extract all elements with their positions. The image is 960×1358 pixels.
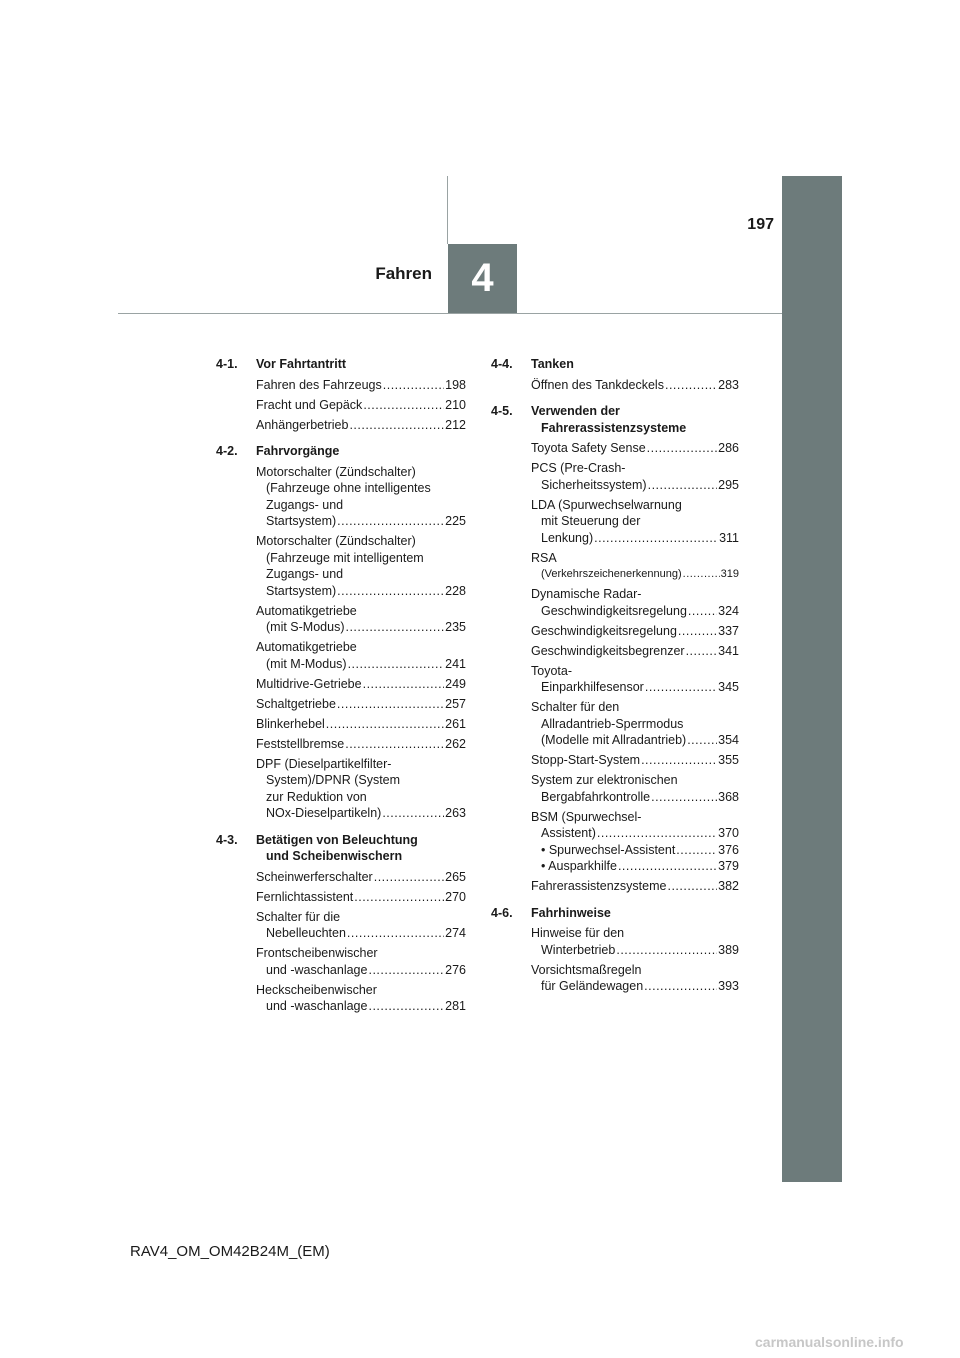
toc-entry <box>531 586 739 619</box>
toc-entry-line <box>531 623 739 640</box>
section-title <box>531 905 739 922</box>
toc-page-number: 241 <box>445 656 466 671</box>
toc-entry <box>256 464 466 530</box>
toc-entry <box>531 878 739 895</box>
toc-entry-text: Winterbetrieb <box>541 942 616 957</box>
toc-leader-dots <box>345 736 444 753</box>
toc-entry <box>256 909 466 942</box>
toc-entry-text: Geschwindigkeitsregelung <box>541 603 687 618</box>
toc-page-number: 319 <box>720 568 739 580</box>
watermark: carmanualsonline.info <box>755 1334 904 1350</box>
toc-leader-dots <box>594 530 718 547</box>
toc-entry-line <box>256 397 466 414</box>
document-code: RAV4_OM_OM42B24M_(EM) <box>130 1243 330 1260</box>
toc-entry <box>256 603 466 636</box>
toc-leader-dots <box>618 858 717 875</box>
section-number: 4-2. <box>216 444 238 458</box>
toc-leader-dots <box>347 925 444 942</box>
toc-page-number: 379 <box>718 859 739 873</box>
toc-leader-dots <box>651 789 717 806</box>
toc-entry-text: Geschwindigkeitsregelung <box>531 623 677 638</box>
section-title-line: Betätigen von Beleuchtung <box>256 832 418 847</box>
toc-page-number: 261 <box>445 716 466 731</box>
toc-entry-text: Einparkhilfesensor <box>541 680 644 694</box>
toc-entry-line <box>531 566 739 583</box>
toc-entry-text: (Modelle mit Allradantrieb) <box>541 733 687 747</box>
toc-leader-dots <box>648 477 718 494</box>
toc-entry-line <box>256 656 466 673</box>
header-horizontal-rule <box>118 313 782 314</box>
toc-entry-text: Geschwindigkeitsbegrenzer <box>531 643 685 658</box>
toc-entry-text: Zugangs- und <box>266 497 344 512</box>
toc-page-number: 198 <box>445 377 466 392</box>
toc-leader-dots <box>383 377 444 394</box>
section-number: 4-3. <box>216 832 238 847</box>
toc-entry <box>531 550 739 583</box>
toc-entry-text: Dynamische Radar- <box>531 587 642 601</box>
toc-leader-dots <box>337 696 444 713</box>
toc-leader-dots <box>683 566 720 583</box>
section-title-line: Fahrhinweise <box>531 905 611 920</box>
toc-page-number: 225 <box>445 514 466 528</box>
toc-page-number: 286 <box>718 441 739 455</box>
toc-section-heading <box>216 443 466 460</box>
toc-leader-dots <box>647 440 717 457</box>
toc-entry-text: Fracht und Gepäck <box>256 397 363 412</box>
toc-page-number: 212 <box>445 417 466 432</box>
toc-entry <box>531 623 739 640</box>
toc-entry-text: Schaltgetriebe <box>256 696 336 711</box>
toc-entry-line <box>256 716 466 733</box>
toc-entry-text: Schalter für die <box>256 909 341 924</box>
toc-entry-text: Stopp-Start-System <box>531 753 641 767</box>
toc-entry-text: NOx-Dieselpartikeln) <box>266 806 382 820</box>
toc-entry <box>256 676 466 693</box>
toc-entry <box>531 809 739 875</box>
toc-leader-dots <box>345 619 444 636</box>
toc-entry <box>531 377 739 394</box>
toc-page-number: 393 <box>718 979 739 993</box>
section-title <box>256 356 466 373</box>
toc-leader-dots <box>616 942 717 959</box>
toc-entry-line <box>256 619 466 636</box>
section-title-line: Tanken <box>531 357 574 371</box>
toc-entry <box>531 962 739 995</box>
toc-entry-text: • Spurwechsel-Assistent <box>541 842 676 857</box>
toc-page-number: 283 <box>718 377 739 392</box>
toc-page-number: 228 <box>445 583 466 598</box>
toc-entry-text: Toyota Safety Sense <box>531 441 646 455</box>
toc-page-number: 281 <box>445 999 466 1013</box>
section-title <box>531 356 739 373</box>
toc-entry-text: Nebelleuchten <box>266 926 346 940</box>
toc-section-heading <box>491 356 739 373</box>
toc-leader-dots <box>382 805 444 822</box>
toc-section <box>491 356 739 393</box>
toc-entry <box>256 945 466 978</box>
toc-page-number: 337 <box>718 623 739 638</box>
toc-leader-dots <box>644 978 717 995</box>
toc-entry-text: BSM (Spurwechsel- <box>531 809 642 824</box>
toc-entry-line <box>531 732 739 749</box>
toc-leader-dots <box>363 397 444 414</box>
toc-entry <box>256 756 466 822</box>
toc-leader-dots <box>374 869 444 886</box>
toc-leader-dots <box>678 623 717 640</box>
toc-page-number: 265 <box>445 869 466 884</box>
toc-page-number: 249 <box>445 676 466 691</box>
toc-page-number: 370 <box>718 826 739 840</box>
toc-entry-line <box>256 998 466 1015</box>
toc-section <box>491 905 739 995</box>
toc-page-number: 276 <box>445 962 466 977</box>
toc-entry-text: RSA <box>531 550 557 565</box>
toc-leader-dots <box>665 377 717 394</box>
toc-entry-text: mit Steuerung der <box>541 514 641 528</box>
toc-entry-text: und -waschanlage <box>266 999 368 1013</box>
toc-leader-dots <box>349 417 444 434</box>
toc-entry-line <box>531 752 739 769</box>
toc-entry-line <box>531 679 739 696</box>
section-title <box>531 403 739 436</box>
toc-entry-line <box>256 696 466 713</box>
section-number: 4-4. <box>491 357 513 371</box>
toc-entry-line <box>256 889 466 906</box>
toc-entry-line <box>531 377 739 394</box>
toc-entry <box>531 460 739 493</box>
toc-leader-dots <box>686 643 718 660</box>
toc-leader-dots <box>688 603 717 620</box>
section-title-line: Vor Fahrtantritt <box>256 357 347 371</box>
toc-entry-text: Motorschalter (Zündschalter) <box>256 464 416 479</box>
toc-entry-text: und -waschanlage <box>266 962 368 977</box>
toc-page-number: 210 <box>445 397 466 412</box>
section-title <box>256 832 466 865</box>
toc-entry-line <box>256 676 466 693</box>
toc-entry <box>256 397 466 414</box>
toc-entry-text: Blinkerhebel <box>256 716 325 731</box>
toc-entry <box>256 889 466 906</box>
toc-entry <box>256 377 466 394</box>
toc-leader-dots <box>348 656 445 673</box>
toc-leader-dots <box>667 878 717 895</box>
toc-entry-text: für Geländewagen <box>541 979 644 993</box>
toc-section <box>216 443 466 822</box>
toc-entry-line <box>256 805 466 822</box>
toc-entry <box>531 663 739 696</box>
toc-page-number: 355 <box>718 753 739 767</box>
toc-entry <box>531 699 739 749</box>
toc-right-column <box>491 356 739 1005</box>
toc-entry-line <box>531 942 739 959</box>
toc-page-number: 389 <box>718 942 739 957</box>
toc-entry-text: Scheinwerferschalter <box>256 869 373 884</box>
chapter-title: Fahren <box>375 264 432 283</box>
toc-entry-text: Automatikgetriebe <box>256 603 357 618</box>
toc-entry-line <box>531 858 739 875</box>
section-title-line: Verwenden der <box>531 404 620 418</box>
toc-leader-dots <box>363 676 445 693</box>
toc-entry-line <box>531 440 739 457</box>
toc-left-column <box>216 356 466 1025</box>
toc-entry-text: Zugangs- und <box>266 567 344 581</box>
toc-entry-line <box>531 878 739 895</box>
toc-entry-text: Schalter für den <box>531 700 620 714</box>
header-vertical-rule <box>447 176 448 244</box>
toc-section <box>216 356 466 433</box>
toc-page-number: 341 <box>718 643 739 658</box>
toc-entry-line <box>256 736 466 753</box>
toc-entry-text: Multidrive-Getriebe <box>256 676 362 691</box>
toc-entry <box>531 925 739 958</box>
toc-entry-line <box>531 789 739 806</box>
toc-entry <box>531 752 739 769</box>
toc-page-number: 382 <box>718 879 739 893</box>
chapter-side-tab <box>782 176 842 1182</box>
toc-entry-text: Sicherheitssystem) <box>541 477 647 492</box>
toc-section-heading <box>216 832 466 865</box>
toc-entry <box>256 982 466 1015</box>
toc-entry-text: PCS (Pre-Crash- <box>531 461 626 475</box>
toc-page-number: 376 <box>718 842 739 857</box>
toc-entry-text: Fahren des Fahrzeugs <box>256 377 382 392</box>
toc-page-number: 274 <box>445 926 466 940</box>
toc-entry-line <box>256 962 466 979</box>
section-number: 4-5. <box>491 404 513 418</box>
toc-entry-text: Toyota- <box>531 663 572 678</box>
toc-entry-text: Feststellbremse <box>256 736 345 751</box>
toc-section-heading <box>216 356 466 373</box>
toc-page-number: 235 <box>445 620 466 634</box>
section-number: 4-6. <box>491 905 513 920</box>
toc-entry-text: Bergabfahrkontrolle <box>541 789 651 804</box>
toc-entry-line <box>256 513 466 530</box>
toc-entry-text: Anhängerbetrieb <box>256 417 349 432</box>
toc-entry <box>531 643 739 660</box>
toc-section <box>216 832 466 1015</box>
toc-entry-line <box>531 643 739 660</box>
toc-entry-line <box>531 603 739 620</box>
toc-page-number: 354 <box>718 733 739 747</box>
toc-entry-text: Vorsichtsmaßregeln <box>531 962 642 977</box>
toc-entry-text: Motorschalter (Zündschalter) <box>256 534 416 548</box>
toc-leader-dots <box>645 679 717 696</box>
toc-section-heading <box>491 905 739 922</box>
toc-entry-text: (Fahrzeuge ohne intelligentes <box>266 481 431 495</box>
toc-entry-text: DPF (Dieselpartikelfilter- <box>256 756 392 771</box>
toc-entry-line <box>531 842 739 859</box>
toc-entry-text: Frontscheibenwischer <box>256 946 378 960</box>
toc-entry <box>256 696 466 713</box>
toc-entry-line <box>531 978 739 995</box>
toc-leader-dots <box>641 752 717 769</box>
toc-entry <box>256 639 466 672</box>
section-number: 4-1. <box>216 357 238 371</box>
toc-entry-line <box>256 417 466 434</box>
section-title-line: Fahrvorgänge <box>256 444 340 458</box>
chapter-number-badge: 4 <box>448 244 517 313</box>
toc-section-heading <box>491 403 739 436</box>
toc-entry-line <box>531 825 739 842</box>
page-number: 197 <box>747 216 774 233</box>
toc-leader-dots <box>687 732 717 749</box>
toc-page-number: 257 <box>445 696 466 711</box>
toc-entry-text: Hinweise für den <box>531 926 625 940</box>
toc-entry-text: (Fahrzeuge mit intelligentem <box>266 550 424 565</box>
toc-entry-text: Startsystem) <box>266 514 337 528</box>
toc-entry-text: Startsystem) <box>266 583 337 598</box>
toc-entry-text: System)/DPNR (System <box>266 773 401 787</box>
toc-entry-text: Automatikgetriebe <box>256 640 357 654</box>
toc-leader-dots <box>368 962 444 979</box>
toc-page-number: 263 <box>445 806 466 820</box>
toc-entry-text: Fahrerassistenzsysteme <box>531 879 667 893</box>
toc-page-number: 368 <box>718 789 739 804</box>
toc-page-number: 345 <box>718 680 739 694</box>
toc-entry-text: zur Reduktion von <box>266 789 367 804</box>
toc-leader-dots <box>354 889 444 906</box>
toc-entry <box>531 440 739 457</box>
toc-entry-text: (mit M-Modus) <box>266 656 347 671</box>
toc-entry-line <box>531 530 739 547</box>
section-title <box>256 443 466 460</box>
toc-page-number: 270 <box>445 889 466 904</box>
toc-entry-text: System zur elektronischen <box>531 773 678 787</box>
toc-leader-dots <box>337 513 444 530</box>
toc-entry-line <box>256 583 466 600</box>
toc-entry-text: (Verkehrszeichenerkennung) <box>541 568 682 580</box>
toc-entry <box>256 869 466 886</box>
toc-entry <box>256 417 466 434</box>
toc-page-number: 262 <box>445 736 466 751</box>
section-title-line: und Scheibenwischern <box>266 849 403 863</box>
toc-page-number: 295 <box>718 477 739 492</box>
toc-leader-dots <box>368 998 444 1015</box>
toc-entry-line <box>531 477 739 494</box>
toc-entry-text: • Ausparkhilfe <box>541 859 617 873</box>
toc-entry <box>256 716 466 733</box>
toc-entry <box>256 533 466 599</box>
toc-leader-dots <box>597 825 717 842</box>
toc-leader-dots <box>326 716 444 733</box>
toc-section <box>491 403 739 895</box>
toc-entry-text: Lenkung) <box>541 530 594 545</box>
toc-entry-line <box>256 925 466 942</box>
toc-entry-text: Assistent) <box>541 826 596 840</box>
toc-entry <box>256 736 466 753</box>
toc-leader-dots <box>337 583 444 600</box>
toc-entry-text: Heckscheibenwischer <box>256 982 377 997</box>
toc-entry-text: LDA (Spurwechselwarnung <box>531 497 682 512</box>
toc-entry-text: Allradantrieb-Sperrmodus <box>541 716 684 731</box>
toc-entry-line <box>256 377 466 394</box>
toc-entry <box>531 772 739 805</box>
toc-entry-text: (mit S-Modus) <box>266 620 345 634</box>
toc-page-number: 324 <box>718 603 739 618</box>
toc-entry-line <box>256 869 466 886</box>
toc-leader-dots <box>676 842 717 859</box>
toc-entry-text: Fernlichtassistent <box>256 889 354 904</box>
toc-entry-text: Öffnen des Tankdeckels <box>531 377 664 392</box>
toc-page-number: 311 <box>719 530 739 545</box>
toc-entry <box>531 497 739 547</box>
section-title-line: Fahrerassistenzsysteme <box>541 420 687 435</box>
